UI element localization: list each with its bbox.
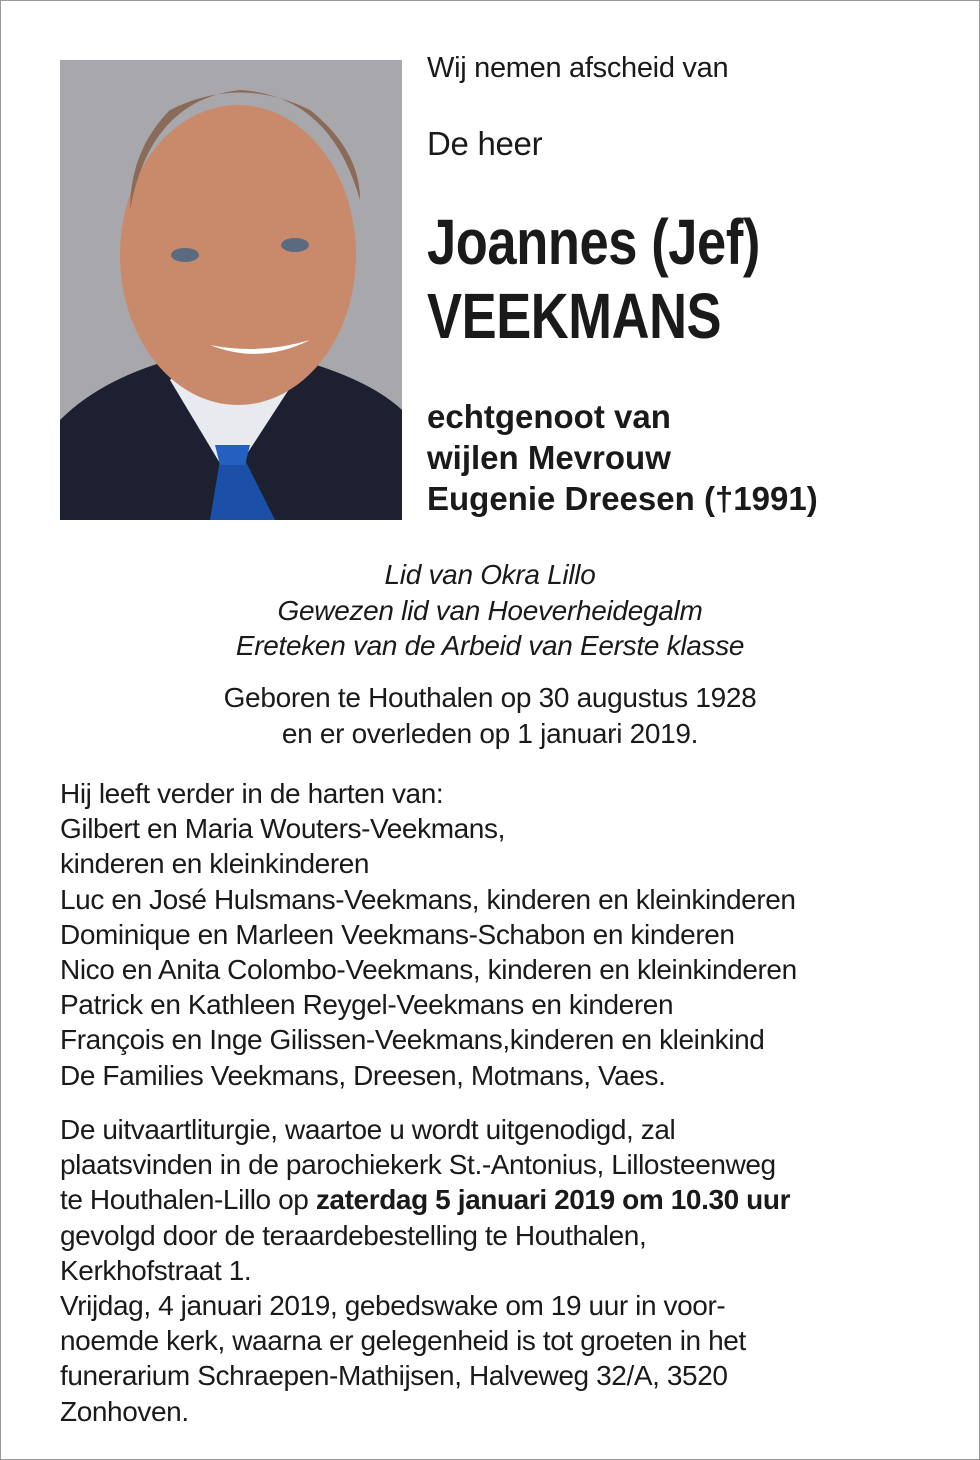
first-name: Joannes (Jef) xyxy=(427,206,760,278)
intro-text: Wij nemen afscheid van xyxy=(427,52,729,84)
service-line: Vrijdag, 4 januari 2019, gebedswake om 19 uur in voor- xyxy=(60,1290,726,1322)
spouse-line: wijlen Mevrouw xyxy=(427,439,671,476)
family-line: kinderen en kleinkinderen xyxy=(60,848,370,880)
family-line: Hij leeft verder in de harten van: xyxy=(60,778,444,809)
family-line: Dominique en Marleen Veekmans-Schabon en kinderen xyxy=(60,918,735,950)
service-line: De uitvaartliturgie, waartoe u wordt uitgenodigd, zal xyxy=(60,1114,676,1145)
honorific: De heer xyxy=(427,125,543,162)
membership-line: Lid van Okra Lillo xyxy=(384,559,596,590)
service-location: te Houthalen-Lillo op xyxy=(60,1184,316,1216)
family-line: Luc en José Hulsmans-Veekmans, kinderen en kleinkinderen xyxy=(60,883,796,915)
service-line: Zonhoven. xyxy=(60,1395,189,1427)
service-line: noemde kerk, waarna er gelegenheid is tot groeten in het xyxy=(60,1325,746,1357)
portrait-photo xyxy=(60,60,402,520)
spouse-info xyxy=(427,396,818,519)
service-line: plaatsvinden in de parochiekerk St.-Antonius, Lillosteenweg xyxy=(60,1149,776,1181)
service-line xyxy=(60,1182,790,1217)
last-name: VEEKMANS xyxy=(427,280,722,352)
family-line: De Families Veekmans, Dreesen, Motmans, Vaes. xyxy=(60,1059,666,1091)
membership-line: Gewezen lid van Hoeverheidegalm xyxy=(277,594,703,626)
memberships xyxy=(0,557,980,664)
birth-death xyxy=(0,680,980,751)
family-line: Nico en Anita Colombo-Veekmans, kinderen en kleinkinderen xyxy=(60,954,797,986)
service-line: gevolgd door de teraardebestelling te Houthalen, xyxy=(60,1219,647,1251)
service-line: Kerkhofstraat 1. xyxy=(60,1254,252,1286)
family-line: Gilbert en Maria Wouters-Veekmans, xyxy=(60,813,505,845)
family-list xyxy=(60,776,797,1093)
spouse-line: Eugenie Dreesen (†1991) xyxy=(427,480,818,517)
death-line: en er overleden op 1 januari 2019. xyxy=(281,717,699,749)
service-info xyxy=(60,1112,790,1429)
spouse-line: echtgenoot van xyxy=(427,398,671,435)
deceased-name xyxy=(427,205,760,353)
service-line: funerarium Schraepen-Mathijsen, Halveweg 32/A, 3520 xyxy=(60,1360,728,1392)
family-line: François en Inge Gilissen-Veekmans,kinderen en kleinkind xyxy=(60,1024,765,1056)
service-datetime: zaterdag 5 januari 2019 om 10.30 uur xyxy=(315,1184,791,1216)
membership-line: Ereteken van de Arbeid van Eerste klasse xyxy=(235,630,745,661)
birth-line: Geboren te Houthalen op 30 augustus 1928 xyxy=(223,682,757,713)
family-line: Patrick en Kathleen Reygel-Veekmans en kinderen xyxy=(60,989,674,1021)
